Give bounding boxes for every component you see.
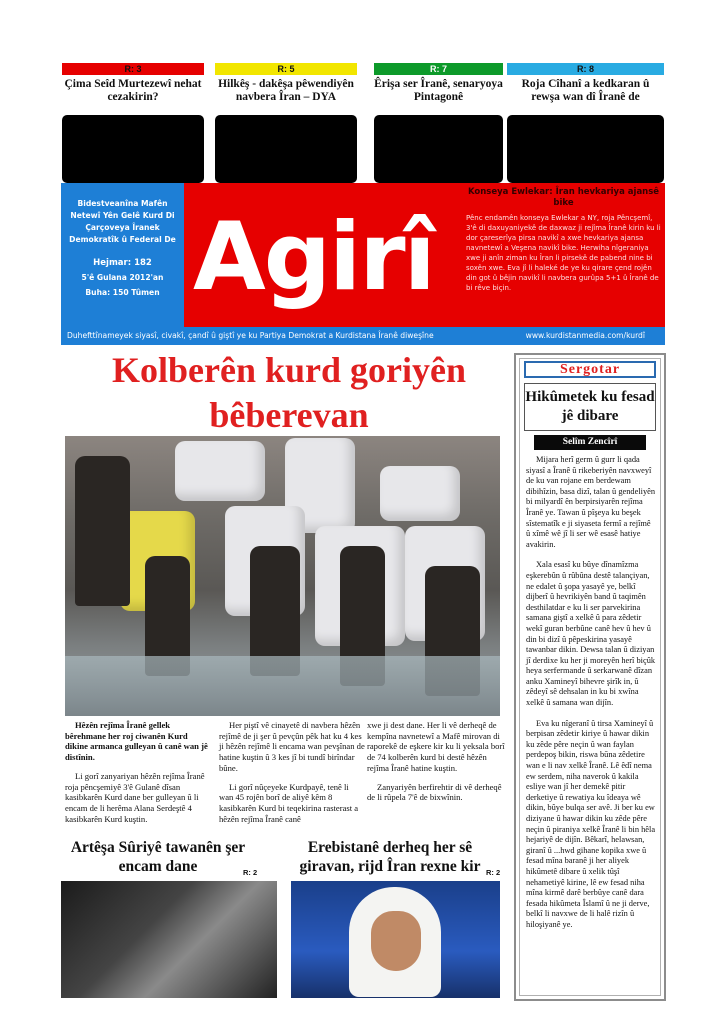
page-tag: R: 2: [486, 868, 501, 877]
article-lead: Hêzên rejîma Îranê gellek bêrehmane her roj ciwanên Kurd dikine armanca gulleyan û canê wan jê distînin.: [65, 720, 208, 763]
page-tag: R: 5: [215, 63, 357, 75]
publisher-statement: Duhefttînameyek siyasî, civakî, çandî û giştî ye ku Partiya Demokrat a Kurdistana Îranê diweşîne: [67, 331, 434, 340]
masthead-news-box[interactable]: [466, 187, 661, 293]
article-column-3: [367, 720, 505, 811]
editorial-paragraph: Eva ku nîgeranî û tirsa Xamineyî û berpisan zêdetir kiriye û hawar dikin ku zêde pêre neçin û wan faylan perdepoş bikin, riswa būna zêdetire wan e li nav xelkê Îranê. Lê êdî nema ew serdem, niha naverok û kakila esliye wan jî her demekê pitir derketiye û rewatiya ku îdeaya wê dikin, bûye bulqa ser avê. Ji ber ku ew diziyane û hawar dikin ku zêde pêre neçin û piraniya xelkê Îranê li bin hêla hejariyê de dijîn. Bêkarî, helawsan, giranî û ...hwd gihane kopika xwe û fesad mîna baranê ji her aliyek hikûmetê dibare û xelik tûşî nehametiyê kirine, lê ew fesad niha mîna kirmê darê berbûye canê dara fesada hikûmeta Îslamî û ne ji derve, belkî li navxwe de li halê rizîn û hiloşiyanê ye.: [526, 718, 656, 929]
article-paragraph: Li gorî zanyariyan hêzên rejîma Îranê roja pêncşemiyê 3'ê Gulanê dîsan kasibkarên Kurd dane ber gulleyan û li encam de li herêma Alana Serdeştê 4 kasibkarên Kurd kuştin.: [65, 770, 205, 824]
issue-price: Buha: 150 Tûmen: [85, 288, 160, 297]
teaser-1[interactable]: [62, 63, 204, 183]
org-statement: Bidestveanîna Mafên Netewî Yên Gelê Kurd Di Çarçoveya Îranek Demokratîk û Federal De: [69, 199, 176, 244]
editorial-paragraph: Mijara herî germ û gurr li qada siyasî a Îranê û rikeberiyên navxweyî de ku van rojane em berdewam dibihîzin, basa dizî, talan û gendeliyên bi milyardî ên berpirsiyarên rejîma Îranê ye. Tawan û pîşeya ku beşek sîstematîk e ji siyaseta fermî a rejîmê û xîmê wê jî li ser wê esasê hatiye avakirin.: [526, 455, 656, 549]
teaser-title: Hilkêş - dakêşa pêwendiyên navbera Îran – DYA: [218, 78, 354, 103]
saudi-official-photo: [291, 881, 500, 998]
story-syria-title[interactable]: Artêşa Sûriyê tawanên şer encam dane: [70, 839, 246, 875]
page-tag: R: 7: [374, 63, 503, 75]
page-tag: R: 2: [243, 868, 258, 877]
teaser-title: Êrişa ser Îranê, senaryoya Pintagonê: [374, 78, 503, 103]
teaser-4[interactable]: [507, 63, 664, 183]
teaser-2[interactable]: [215, 63, 357, 183]
article-column-1: [65, 720, 211, 832]
teaser-title: Roja Cîhanî a kedkaran û rewşa wan dî Îranê de: [521, 78, 650, 103]
article-paragraph: Zanyariyên berfirehtir di vê derheqê de li rûpela 7'ê de bixwînin.: [367, 781, 502, 803]
masthead-strip: [61, 327, 665, 345]
author-name: Selîm Zencîrî: [534, 435, 646, 450]
editorial-paragraph: Xala esasî ku bûye dînamîzma eşkerebûn û rûbûna destê talançiyan, ne edalet û şopa yasayê ye, belkî dijberî û hevrikiyên band û taqimên desthilatdar e ku li ser parvekirina samana giştî a xelkê û para zêdetir wekî guran berbûne canê hev û hev û din bi dizî û pêpeskirina yasayê tawanbar dikin. Dewsa talan û diziyan jî derdixe ku her ji moreyên herî biçûk heya serfermande û serkarwanê dîzan anku Xamineyî bihevre şirîk in, û zêdeyî sê dehsalan in ku bi xwîna xelkê û samana wan dijîn.: [526, 560, 656, 708]
article-column-2: [219, 720, 365, 832]
issue-number: Hejmar: 182: [93, 258, 152, 268]
page-tag: R: 3: [62, 63, 204, 75]
masthead-info-panel: [61, 183, 184, 327]
editorial-sidebar: [514, 353, 666, 1001]
page-tag: R: 8: [507, 63, 664, 75]
main-headline[interactable]: Kolberên kurd goriyên bêberevan: [111, 350, 466, 435]
teaser-thumbnail: [62, 115, 204, 183]
masthead: [61, 183, 665, 327]
story-saudi-title[interactable]: Erebistanê derheq her sê giravan, rijd Îran rexne kir: [299, 839, 481, 875]
newspaper-logo: Agirî: [193, 203, 434, 312]
section-label: Sergotar: [524, 361, 656, 378]
article-paragraph: Her piştî vê cinayetê di navbera hêzên rejîmê de ji şer û pevçûn pêk hat ku 4 kes ji hêzên rejîmê li encama wan pevşînan de hatine kuştin û 3 kes jî bi tundî birîndar bûne.: [219, 720, 365, 773]
article-paragraph: Li gorî nûçeyeke Kurdpayê, tenê li wan 45 rojên borî de aliyê kêm 8 kasibkarên Kurd bi teqekirina rasterast a hêzên rejîma Îranê canê: [219, 781, 359, 824]
teaser-thumbnail: [215, 115, 357, 183]
editorial-text: [526, 455, 656, 941]
masthead-news-body: Pênc endamên konseya Ewlekar a NY, roja Pêncşemî, 3'ê di daxuyaniyekê de daxwaz ji rejîma Îranê kirin ku li dor çareserîya pirsa navikî a xwe hevkariya ajansa navnetewî a Veşena navikî bike. Herwiha nîgeraniya xwe ji anîn ziman ku Îran li pirsekê de pabend nine bi soxên xwe. Eva jî li haleké de ye ku qirare çend rojên din got û bêjin navikî li navbera gurûpa 5+1 û Îranê de bi rêve biçin.: [466, 214, 661, 292]
article-paragraph: xwe ji dest dane. Her li vê derheqê de kempîna navnetewî a Mafê mirovan di raporekê de eşkere kir ku li yeksala borî de 74 kolberên kurd bi destê hêzên rejîma Îranê hatine kuştin.: [367, 720, 505, 773]
masthead-news-title: Konseya Ewlekar: Îran hevkariya ajansê bike: [467, 187, 660, 208]
teaser-thumbnail: [374, 115, 503, 183]
main-photo: [65, 436, 500, 716]
website-link[interactable]: www.kurdistanmedia.com/kurdî: [525, 331, 645, 340]
teaser-thumbnail: [507, 115, 664, 183]
syria-protest-photo: [61, 881, 277, 998]
issue-date: 5'ê Gulana 2012'an: [81, 273, 164, 282]
editorial-headline[interactable]: Hikûmetek ku fesad jê dibare: [524, 383, 656, 431]
teaser-title: Çima Seîd Murtezewî nehat cezakirin?: [64, 78, 202, 103]
teaser-3[interactable]: [374, 63, 503, 183]
